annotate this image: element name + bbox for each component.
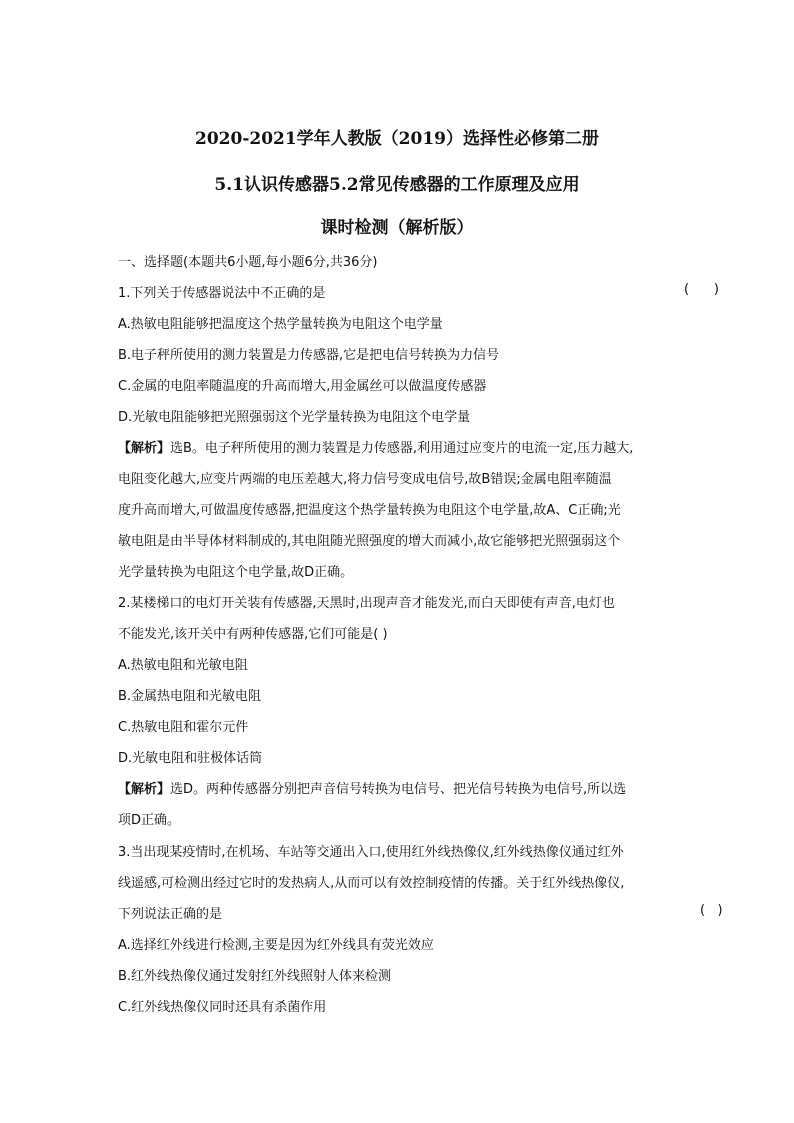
q2-analysis-tag: 【解析】 — [118, 782, 171, 797]
q1-analysis-text: 选B。电子秤所使用的测力装置是力传感器,利用通过应变片的电流一定,压力越大, — [170, 441, 634, 456]
q1-analysis-tag: 【解析】 — [118, 441, 171, 456]
q1-option-d: D.光敏电阻能够把光照强弱这个光学量转换为电阻这个电学量 — [118, 410, 471, 425]
doc-title-line1: 2020-2021学年人教版（2019）选择性必修第二册 — [195, 129, 599, 149]
q1-option-c: C.金属的电阻率随温度的升高而增大,用金属丝可以做温度传感器 — [118, 379, 487, 394]
q1-analysis-line1 — [118, 437, 633, 456]
q3-stem-line1: 3.当出现某疫情时,在机场、车站等交通出入口,使用红外线热像仪,红外线热像仪通过红外 — [118, 845, 624, 860]
q1-answer-bracket: ( ) — [684, 282, 719, 297]
q2-stem-line2: 不能发光,该开关中有两种传感器,它们可能是( ) — [118, 627, 388, 642]
q3-option-a: A.选择红外线进行检测,主要是因为红外线具有荧光效应 — [118, 938, 434, 953]
q1-analysis-line4: 敏电阻是由半导体材料制成的,其电阻随光照强度的增大而减小,故它能够把光照强弱这个 — [118, 534, 621, 549]
q1-analysis-line3: 度升高而增大,可做温度传感器,把温度这个热学量转换为电阻这个电学量,故A、C正确;光 — [118, 503, 621, 518]
q3-option-c: C.红外线热像仪同时还具有杀菌作用 — [118, 1000, 327, 1015]
q3-option-b: B.红外线热像仪通过发射红外线照射人体来检测 — [118, 969, 392, 984]
doc-title-line2: 5.1认识传感器5.2常见传感器的工作原理及应用 — [214, 175, 580, 195]
q2-analysis-text: 选D。两种传感器分别把声音信号转换为电信号、把光信号转换为电信号,所以选 — [170, 782, 627, 797]
q1-option-b: B.电子秤所使用的测力装置是力传感器,它是把电信号转换为力信号 — [118, 348, 500, 363]
q1-analysis-line2: 电阻变化越大,应变片两端的电压差越大,将力信号变成电信号,故B错误;金属电阻率随温 — [118, 472, 612, 487]
q2-analysis-line1 — [118, 778, 626, 797]
q3-stem-line3: 下列说法正确的是 — [118, 907, 223, 922]
q2-option-a: A.热敏电阻和光敏电阻 — [118, 658, 248, 673]
q2-option-b: B.金属热电阻和光敏电阻 — [118, 689, 262, 704]
q1-stem: 1.下列关于传感器说法中不正确的是 — [118, 286, 326, 301]
doc-title-line3: 课时检测（解析版） — [320, 218, 474, 238]
q2-option-d: D.光敏电阻和驻极体话筒 — [118, 751, 263, 766]
q2-option-c: C.热敏电阻和霍尔元件 — [118, 720, 249, 735]
q3-answer-bracket: ( ) — [700, 903, 723, 918]
q1-option-a: A.热敏电阻能够把温度这个热学量转换为电阻这个电学量 — [118, 317, 443, 332]
q3-stem-line2: 线遥感,可检测出经过它时的发热病人,从而可以有效控制疫情的传播。关于红外线热像仪, — [118, 876, 625, 891]
q2-analysis-line2: 项D正确。 — [118, 813, 181, 828]
q1-analysis-line5: 光学量转换为电阻这个电学量,故D正确。 — [118, 565, 354, 580]
section-heading: 一、选择题(本题共6小题,每小题6分,共36分) — [118, 255, 378, 270]
q2-stem-line1: 2.某楼梯口的电灯开关装有传感器,天黑时,出现声音才能发光,而白天即使有声音,电灯也 — [118, 596, 615, 611]
